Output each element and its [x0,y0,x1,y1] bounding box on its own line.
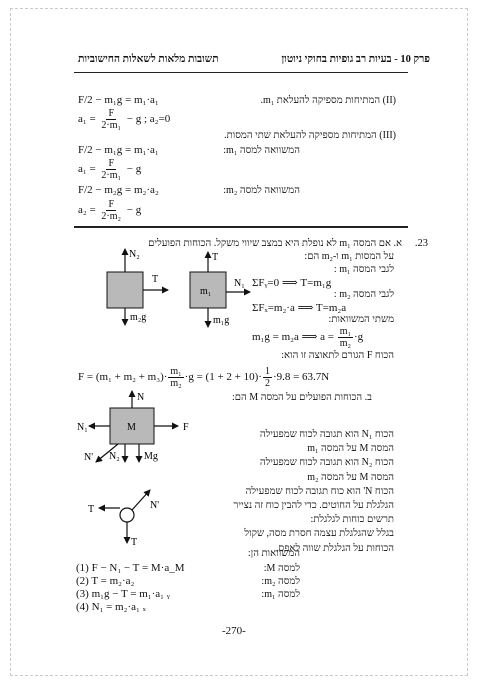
part-iii-m2-label: המשוואה למסה m₂: [223,185,300,196]
equation-4: (4) N₁ = m₂·a₁ ₓ [76,601,146,613]
b-text-line: תרשים כוחות לגלגלת: [310,514,394,526]
m1-equation: ΣFᵧ=0 ⟹ T=m₁g [252,277,332,289]
part-iii-m1-label: המשוואה למסה m₁: [223,145,300,156]
m2-block [107,272,143,308]
F-label: F [183,422,189,433]
eq-label-3: למסה m₁: [261,589,300,600]
equation-1: (1) F − N₁ − T = M·a_M [76,562,185,574]
part-iii-label: (III) המתיחות מספיקה להעלאת שתי המסות. [224,130,396,141]
pulley-wheel [120,508,134,522]
N2-label-M: N₂ [109,451,120,462]
m2g-label: m₂g [130,312,147,323]
b-text-line: המסה M על המסה m₁ [307,443,394,455]
section-title: תשובות מלאות לשאלות החישוביות [78,54,219,65]
n1-label: N₁ [234,278,245,289]
combine-equation: m₁g = m₂a ⟹ a = $\frac{\text{m₁}}{\text{m₂}}$ ·g [252,326,364,349]
b-text-line: הגלגלת על החוטים. כדי להבין כוח זה נצייר [233,500,394,512]
eq-label-1: למסה M: [263,563,300,574]
equation-2: (2) T = m₂·a₂ [76,575,135,587]
N-prime-label: N' [84,452,94,463]
Mg-label: Mg [144,451,158,462]
pulley-diagram [88,490,159,548]
equation-3: (3) m₁g − T = m₁·a₁ ᵧ [76,588,170,600]
page-number: -270- [222,625,246,637]
force-heading: הכוח F הגורם לתאוצה זו הוא: [281,350,394,361]
N1-label-M: N₁ [77,422,88,433]
q23-a-line2: על המסות m₁ ו-m₂ הם: [304,251,394,262]
q23-a-line1: א. אם המסה m₁ לא נופלת היא במצב שיווי משקל. הכוחות הפועלים [148,238,402,249]
eq-label-2: למסה m₂: [261,576,300,587]
t-label-m1: T [212,252,219,263]
pulley-n-prime-arrow [132,490,150,510]
m2-heading: לגבי המסה m₂ : [333,289,394,300]
part-iii-eq4: a₂ = $\frac{F}{\text{2·m₂}}$ − g [78,199,142,222]
b-text-line: הכוחות על הגלגלת שווה לאפס. [276,542,394,554]
b-text-line: המסה M על המסה m₂ [307,471,394,483]
pulley-n-prime-label: N' [150,500,160,511]
m2-equation: ΣFₓ=m₂·a ⟹ T=m₂a [252,302,347,314]
m2-block-diagram [107,249,168,325]
part-ii-eq2: a₁ = $\frac{F}{\text{2·m₁}}$ − g ; a₂=0 [78,108,171,131]
M-block-diagram [77,391,189,463]
M-label: M [127,422,136,433]
part-iii-eq1: F/2 − m₁g = m₁·a₁ [78,144,159,156]
b-text-line: הכוח N₂ הוא תגובה לכוח שמפעילה [259,457,394,469]
m1-label: m₁ [200,286,212,297]
m1g-label: m₁g [213,315,230,326]
b-text-line: הכוח N' הוא כוח תגובה לכוח שמפעילה [245,485,394,497]
combine-heading: משתי המשוואות: [328,314,394,325]
pulley-t-left-label: T [88,504,95,515]
part-ii-label: (II) המתיחות מספיקה להעלאת m₁. [260,95,396,106]
force-equation: F = (m₁ + m₂ + m₃)· $\frac{\text{m₁}}{\text{m₂}}$ ·g = (1 + 2 + 10)· $\frac{1}{2}$ ·9.8 = 63.7N [78,366,330,389]
b-text-line: הכוח N₁ הוא תגובה לכוח שמפעילה [259,429,394,440]
n2-label: N₂ [129,249,140,260]
pulley-t-down-label: T [131,537,138,548]
part-b-heading: ב. הכוחות הפועלים על המסה M הם: [232,392,372,403]
part-iii-eq2: a₁ = $\frac{F}{\text{2·m₁}}$ − g [78,158,142,181]
question-number: .23 [414,238,428,249]
part-iii-eq3: F/2 − m₂g = m₂·a₂ [78,184,159,196]
t-label-m2: T [152,274,159,285]
m1-block-diagram [190,252,250,327]
chapter-title: פרק 10 - בעיות רב גופיות בחוקי ניוטון [281,54,430,65]
equations-heading: המשוואות הן: [247,548,300,559]
m1-heading: לגבי המסה m₁ : [333,264,394,275]
part-ii-eq1: F/2 − m₁g = m₁·a₁ [78,94,159,106]
N-label: N [137,392,145,403]
b-text-line: בגלל שהגלגלת עצמה חסרת מסה, שקול [244,528,394,540]
